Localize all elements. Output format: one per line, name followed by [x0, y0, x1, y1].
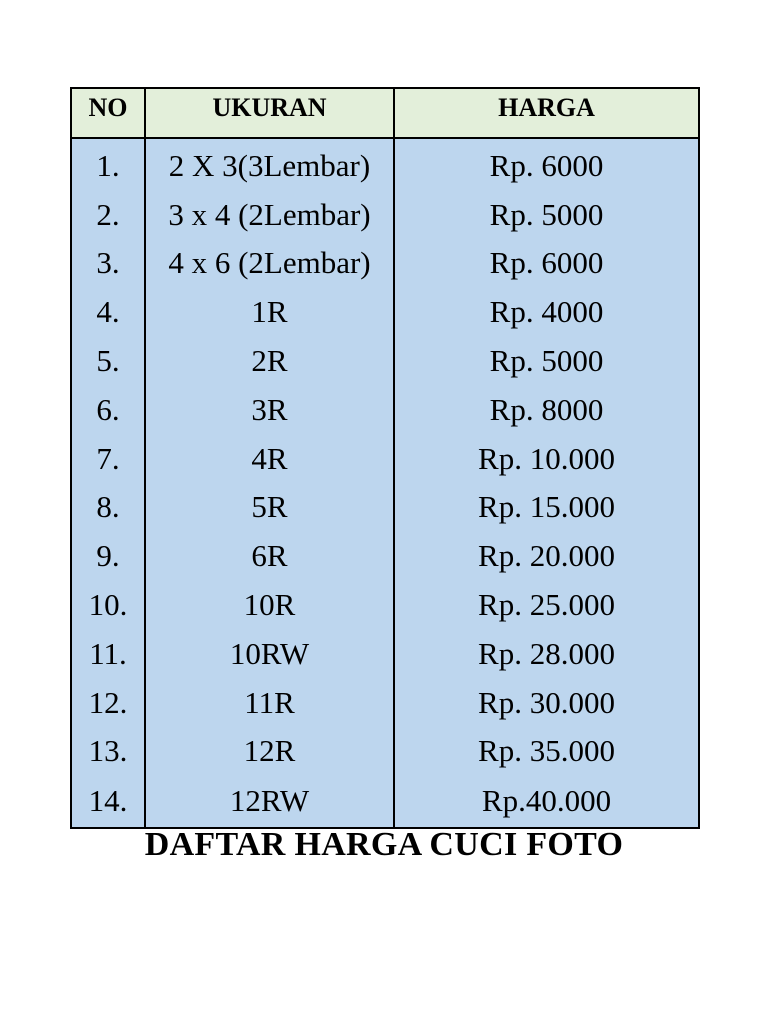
cell-price: Rp.40.000 — [394, 775, 699, 828]
cell-size: 6R — [145, 531, 394, 580]
cell-price: Rp. 8000 — [394, 385, 699, 434]
table-row — [71, 678, 699, 727]
table-row — [71, 138, 699, 190]
table-row — [71, 190, 699, 239]
cell-size: 1R — [145, 287, 394, 336]
cell-size: 10R — [145, 580, 394, 629]
cell-size: 11R — [145, 678, 394, 727]
table-header-row — [71, 88, 699, 138]
cell-price: Rp. 10.000 — [394, 434, 699, 483]
cell-size: 10RW — [145, 629, 394, 678]
cell-no: 5. — [71, 336, 145, 385]
cell-price: Rp. 5000 — [394, 336, 699, 385]
cell-price: Rp. 4000 — [394, 287, 699, 336]
cell-no: 12. — [71, 678, 145, 727]
cell-price: Rp. 25.000 — [394, 580, 699, 629]
table-row — [71, 434, 699, 483]
cell-size: 3 x 4 (2Lembar) — [145, 190, 394, 239]
cell-no: 3. — [71, 239, 145, 288]
cell-no: 10. — [71, 580, 145, 629]
cell-no: 2. — [71, 190, 145, 239]
table-row — [71, 629, 699, 678]
table-row — [71, 483, 699, 532]
cell-no: 11. — [71, 629, 145, 678]
cell-size: 12RW — [145, 775, 394, 828]
table-row — [71, 287, 699, 336]
cell-price: Rp. 5000 — [394, 190, 699, 239]
table-row — [71, 775, 699, 828]
cell-no: 7. — [71, 434, 145, 483]
cell-price: Rp. 30.000 — [394, 678, 699, 727]
header-price: HARGA — [394, 88, 699, 138]
table-body — [71, 138, 699, 828]
cell-price: Rp. 35.000 — [394, 727, 699, 776]
table-row — [71, 385, 699, 434]
cell-size: 12R — [145, 727, 394, 776]
cell-no: 6. — [71, 385, 145, 434]
cell-size: 4R — [145, 434, 394, 483]
header-no: NO — [71, 88, 145, 138]
cell-price: Rp. 15.000 — [394, 483, 699, 532]
price-table — [70, 87, 700, 829]
document-title: DAFTAR HARGA CUCI FOTO — [144, 826, 624, 863]
cell-size: 3R — [145, 385, 394, 434]
table-row — [71, 239, 699, 288]
cell-size: 5R — [145, 483, 394, 532]
cell-no: 1. — [71, 138, 145, 190]
header-size: UKURAN — [145, 88, 394, 138]
cell-price: Rp. 28.000 — [394, 629, 699, 678]
cell-price: Rp. 20.000 — [394, 531, 699, 580]
table-row — [71, 727, 699, 776]
cell-size: 2R — [145, 336, 394, 385]
cell-no: 13. — [71, 727, 145, 776]
cell-price: Rp. 6000 — [394, 239, 699, 288]
cell-no: 8. — [71, 483, 145, 532]
cell-price: Rp. 6000 — [394, 138, 699, 190]
table-row — [71, 580, 699, 629]
cell-no: 14. — [71, 775, 145, 828]
cell-no: 9. — [71, 531, 145, 580]
cell-no: 4. — [71, 287, 145, 336]
cell-size: 2 X 3(3Lembar) — [145, 138, 394, 190]
table-row — [71, 531, 699, 580]
table-row — [71, 336, 699, 385]
cell-size: 4 x 6 (2Lembar) — [145, 239, 394, 288]
